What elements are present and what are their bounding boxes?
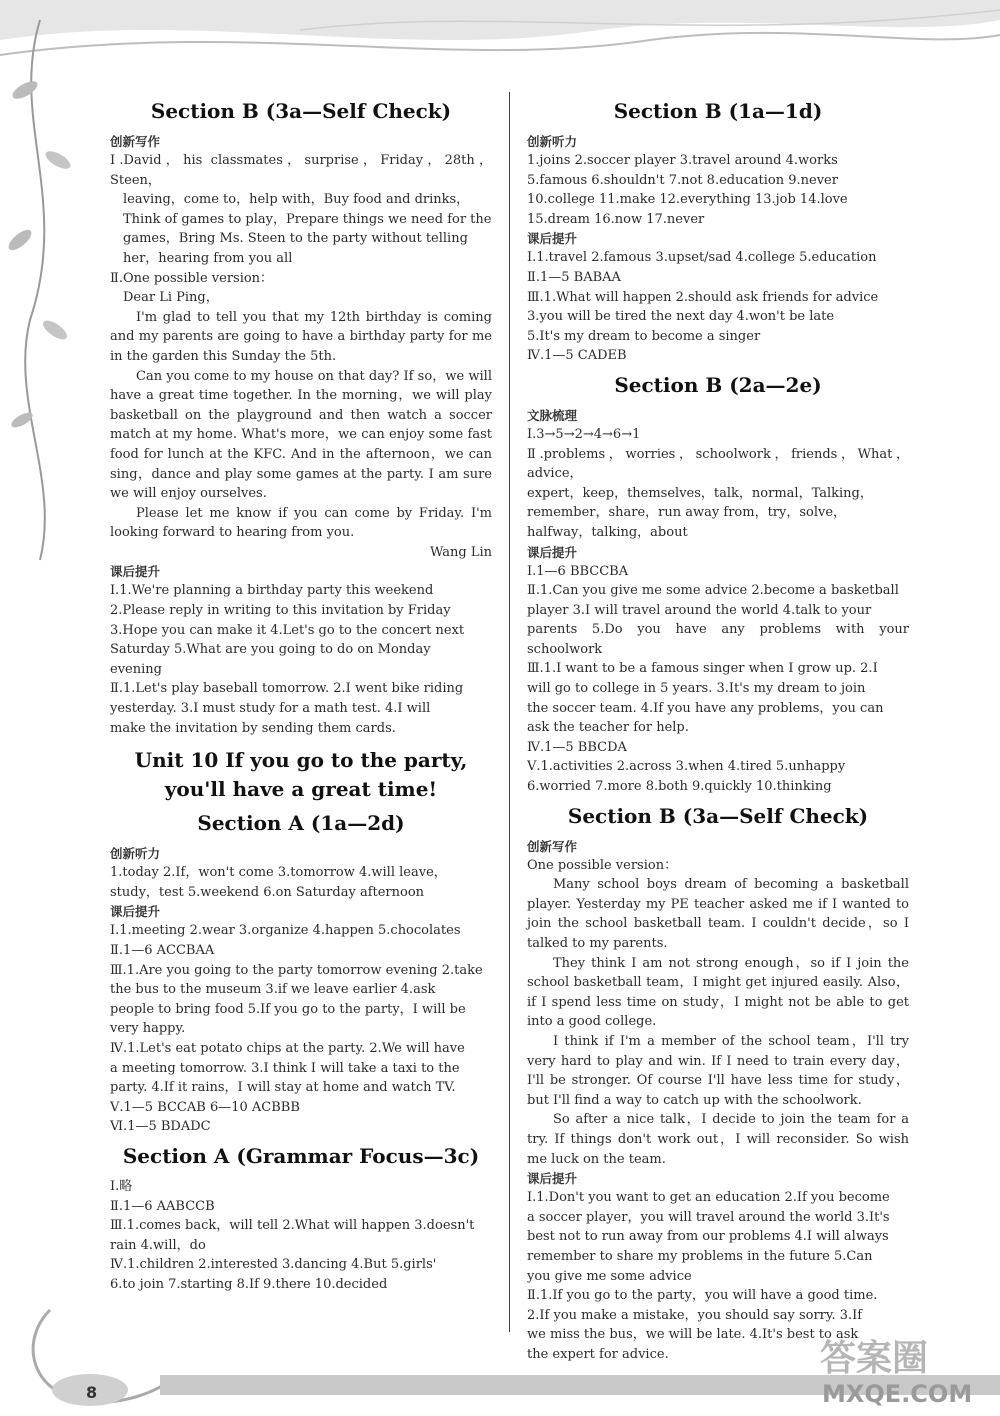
vine-decoration-top	[0, 0, 1000, 90]
unit-title-line: Unit 10 If you go to the party,	[134, 748, 468, 773]
answer-block	[527, 151, 909, 229]
answer-line: Ⅳ.1—5 BBCDA	[527, 739, 627, 755]
answer-block	[110, 581, 492, 738]
answer-line: 1.today 2.If，won't come 3.tomorrow 4.will leave，	[110, 865, 447, 881]
unit-title-line: you'll have a great time!	[164, 777, 438, 802]
answer-line: study，test 5.weekend 6.on Saturday afternoon	[110, 884, 425, 900]
answer-line: Saturday 5.What are you going to do on Monday	[110, 642, 431, 658]
section-title: Section B (1a—1d)	[613, 99, 823, 123]
answer-line: ask the teacher for help.	[527, 720, 689, 736]
section-label: 文脉梳理	[527, 407, 578, 423]
answer-line: Ⅰ.1—6 BBCCBA	[527, 563, 629, 579]
answer-line: halfway，talking，about	[527, 524, 688, 540]
answer-line: Ⅲ.1.I want to be a famous singer when I grow up. 2.I	[527, 661, 878, 677]
section-title: Section B (2a—2e)	[614, 372, 822, 397]
answer-line: 6.to join 7.starting 8.If 9.there 10.decided	[110, 1276, 388, 1292]
left-column	[110, 92, 492, 1295]
essay-paragraph: So after a nice talk，I decide to join the team for a try. If things don't work out，I will reconsider. So wish me luck on the team.	[527, 1112, 909, 1167]
answer-line: 2.If you make a mistake，you should say sorry. 3.If	[527, 1307, 863, 1323]
answer-line: very happy.	[110, 1021, 186, 1037]
answer-line: a soccer player，you will travel around the world 3.It's	[527, 1209, 890, 1225]
answer-line: remember to share my problems in the future 5.Can	[527, 1248, 873, 1264]
site-watermark: MXQE.COM	[822, 1380, 973, 1408]
answer-line: Ⅴ.1—5 BCCAB 6—10 ACBBB	[110, 1099, 300, 1115]
answer-line: 3.you will be tired the next day 4.won't be late	[527, 309, 835, 325]
answer-block	[110, 863, 492, 902]
answer-line: Ⅱ.problems，worries，schoolwork，friends，What，advice，	[527, 446, 909, 482]
letter-signature: Wang Lin	[430, 544, 492, 560]
answer-line: the soccer team. 4.If you have any problems，you can	[527, 700, 884, 716]
answer-line: Ⅳ.1.Let's eat potato chips at the party. 2.We will have	[110, 1040, 465, 1056]
answer-line: parents 5.Do you have any problems with your schoolwork	[527, 622, 909, 657]
answer-line: Ⅰ.略	[110, 1178, 133, 1194]
essay-paragraph: They think I am not strong enough，so if I join the school basketball team，I might get injured easily. Also，if I spend less time on study，I might not be able to get into a good college.	[527, 955, 909, 1030]
answer-line: Ⅱ.1.Let's play baseball tomorrow. 2.I went bike riding	[110, 681, 464, 697]
answer-line: 5.It's my dream to become a singer	[527, 328, 761, 344]
answer-line: Ⅲ.1.Are you going to the party tomorrow evening 2.take	[110, 962, 483, 978]
answer-line: the expert for advice.	[527, 1346, 669, 1362]
answer-line: Ⅰ.1.meeting 2.wear 3.organize 4.happen 5.chocolates	[110, 923, 461, 939]
answer-line: Ⅱ.1—6 AABCCB	[110, 1198, 215, 1214]
answer-line: you give me some advice	[527, 1268, 692, 1284]
answer-line: Think of games to play，Prepare things we need for the	[123, 211, 492, 227]
essay-paragraph: Many school boys dream of becoming a basketball player. Yesterday my PE teacher asked me if I wanted to join the school basketball team. I couldn't decide，so I talked to my parents.	[527, 877, 909, 951]
answer-line: 3.Hope you can make it 4.Let's go to the concert next	[110, 622, 465, 638]
essay-paragraph: I think if I'm a member of the school team，I'll try very hard to play and win. If I need to train every day，I'll be stronger. Of course I'll have less time for study，but I'll find a way to catch up with the schoolwork.	[527, 1033, 909, 1108]
letter-paragraph: Can you come to my house on that day? If so，we will have a great time together. In the morning，we will play basketball on the playground and then watch a soccer match at my home. What's more，we can enjoy some fast food for lunch at the KFC. And in the afternoon，we can sing，dance and play some games at the party. I am sure we will enjoy ourselves.	[110, 368, 492, 502]
section-label: 创新听力	[527, 134, 578, 149]
answer-line: expert，keep，themselves，talk，normal，Talking，	[527, 485, 873, 501]
answer-line: best not to run away from our problems 4.I will always	[527, 1229, 889, 1245]
letter-greeting: Dear Li Ping，	[123, 290, 219, 306]
answer-line: Ⅳ.1—5 CADEB	[527, 348, 627, 364]
section-label: 创新写作	[527, 838, 578, 854]
letter-paragraph: Please let me know if you can come by Friday. I'm looking forward to hearing from you.	[110, 505, 492, 541]
answer-line: Ⅲ.1.What will happen 2.should ask friends for advice	[527, 289, 879, 305]
section-title: Section A (Grammar Focus—3c)	[122, 1143, 480, 1168]
section-label: 课后提升	[110, 904, 161, 920]
answer-block	[527, 562, 909, 797]
right-column	[527, 92, 909, 1364]
section-label: 创新写作	[110, 134, 161, 149]
answer-line: Ⅲ.1.comes back，will tell 2.What will happen 3.doesn't	[110, 1218, 475, 1234]
answer-line: Ⅰ.1.Don't you want to get an education 2.If you become	[527, 1190, 890, 1206]
page-number: 8	[86, 1383, 98, 1402]
answer-block	[110, 1177, 492, 1295]
answer-line: evening	[110, 661, 162, 677]
answer-line: Ⅰ.1.We're planning a birthday party this weekend	[110, 583, 434, 599]
section-title: Section B (3a—Self Check)	[150, 99, 452, 123]
answer-line: 2.Please reply in writing to this invitation by Friday	[110, 603, 451, 619]
answer-line: people to bring food 5.If you go to the party，I will be	[110, 1001, 466, 1017]
answer-block	[527, 425, 909, 543]
answer-line: Ⅰ.1.travel 2.famous 3.upset/sad 4.college 5.education	[527, 250, 877, 266]
answer-line: rain 4.will，do	[110, 1237, 206, 1253]
answer-line: 6.worried 7.more 8.both 9.quickly 10.thinking	[527, 779, 832, 795]
column-divider	[509, 92, 510, 1332]
answer-line: Ⅳ.1.children 2.interested 3.dancing 4.But 5.girls'	[110, 1257, 437, 1273]
section-label: 课后提升	[110, 564, 161, 580]
section-label: 课后提升	[527, 544, 578, 560]
answer-line: make the invitation by sending them cards.	[110, 720, 396, 736]
section-title: Section B (3a—Self Check)	[567, 803, 869, 828]
answer-line: 1.joins 2.soccer player 3.travel around 4.works	[527, 153, 838, 168]
answer-line: 10.college 11.make 12.everything 13.job 14.love	[527, 192, 848, 208]
answer-line: 5.famous 6.shouldn't 7.not 8.education 9.never	[527, 172, 838, 188]
answer-line: 15.dream 16.now 17.never	[527, 211, 705, 227]
site-logo: 答案圈	[820, 1338, 929, 1379]
answer-line: Ⅴ.1.activities 2.across 3.when 4.tired 5.unhappy	[527, 759, 846, 775]
answer-line: leaving，come to，help with，Buy food and drinks，	[123, 192, 470, 208]
answer-line: player 3.I will travel around the world 4.talk to your	[527, 602, 872, 618]
answer-line: One possible version：	[527, 857, 678, 873]
answer-line: Ⅱ.1.Can you give me some advice 2.become a basketball	[527, 583, 899, 599]
answer-line: will go to college in 5 years. 3.It's my dream to join	[527, 681, 866, 697]
answer-line: party. 4.If it rains，I will stay at home and watch TV.	[110, 1080, 456, 1096]
answer-block	[110, 151, 492, 562]
section-label: 创新听力	[110, 846, 161, 862]
answer-line: games，Bring Ms. Steen to the party without telling	[123, 231, 468, 247]
answer-block	[110, 921, 492, 1137]
answer-line: Ⅱ.1.If you go to the party，you will have a good time.	[527, 1288, 878, 1304]
answer-line: a meeting tomorrow. 3.I think I will take a taxi to the	[110, 1060, 460, 1076]
answer-block	[527, 856, 909, 1170]
answer-line: Ⅰ.David，his classmates，surprise，Friday，28th，Steen，	[110, 153, 492, 188]
answer-line: remember，share，run away from，try，solve，	[527, 505, 847, 521]
section-title: Section A (1a—2d)	[197, 811, 405, 836]
answer-line: the bus to the museum 3.if we leave earlier 4.ask	[110, 982, 436, 998]
answer-line: we miss the bus，we will be late. 4.It's best to ask	[527, 1327, 859, 1343]
answer-line: her，hearing from you all	[123, 250, 293, 266]
letter-paragraph: I'm glad to tell you that my 12th birthday is coming and my parents are going to have a birthday party for me in the garden this Sunday the 5th.	[110, 309, 492, 364]
answer-line: Ⅵ.1—5 BDADC	[110, 1119, 211, 1135]
answer-line: Ⅱ.1—5 BABAA	[527, 269, 621, 285]
unit-title	[110, 746, 492, 804]
answer-line: Ⅱ.1—6 ACCBAA	[110, 943, 215, 958]
answer-block	[527, 248, 909, 366]
section-label: 课后提升	[527, 1171, 578, 1187]
answer-line: yesterday. 3.I must study for a math test. 4.I will	[110, 701, 431, 717]
vine-decoration-left	[0, 0, 90, 1000]
answer-line: Ⅱ.One possible version：	[110, 270, 274, 286]
answer-line: Ⅰ.3→5→2→4→6→1	[527, 426, 641, 442]
section-label: 课后提升	[527, 231, 578, 247]
